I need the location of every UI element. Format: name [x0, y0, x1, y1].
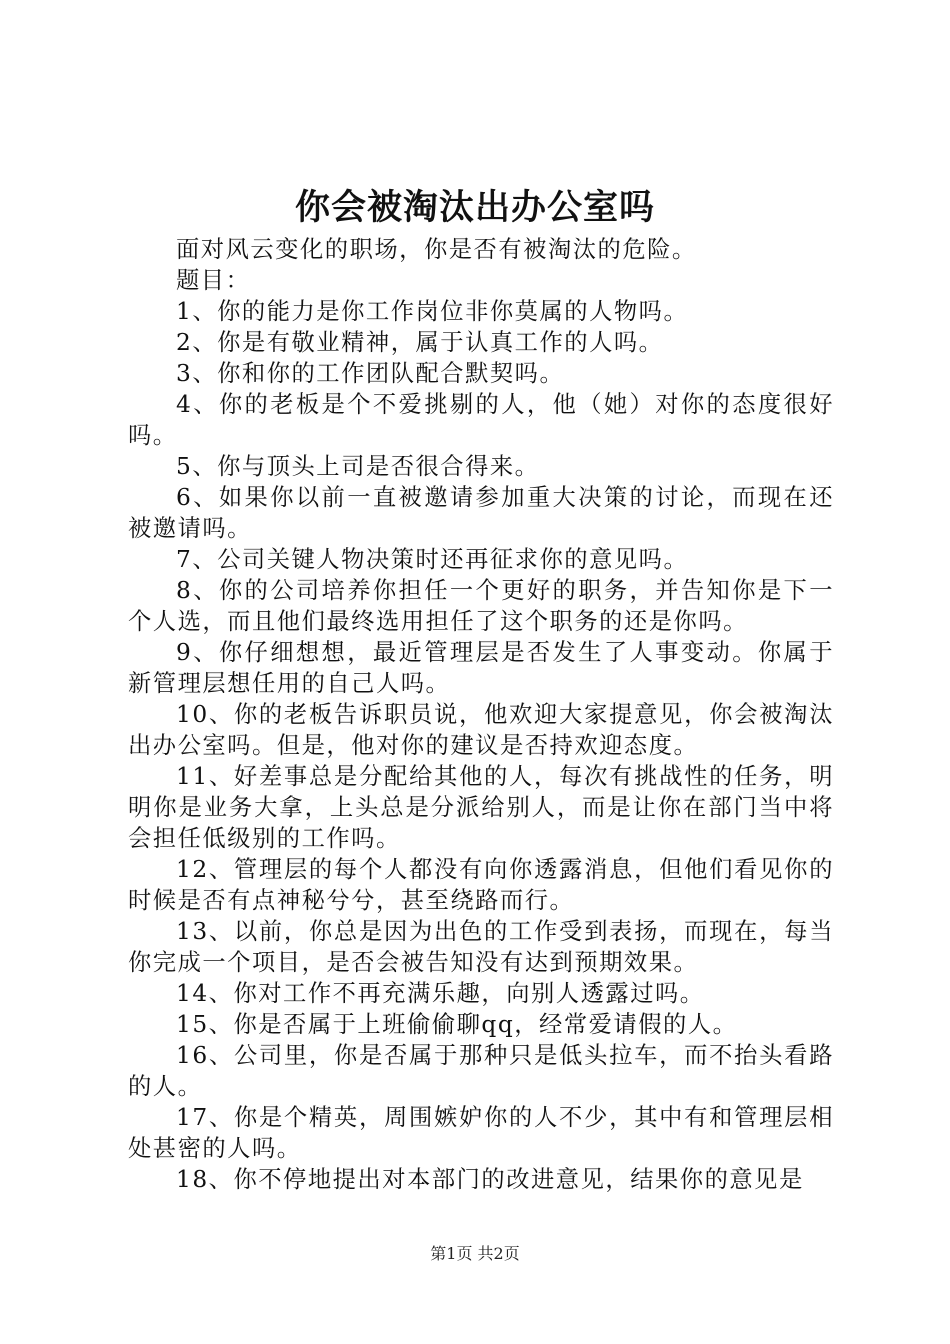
document-body [128, 234, 834, 1195]
question-4: 4、你的老板是个不爱挑剔的人，他（她）对你的态度很好吗。 [128, 391, 834, 449]
paragraph-questions-heading: 题目： [176, 267, 251, 294]
question-7: 7、公司关键人物决策时还再征求你的意见吗。 [176, 546, 689, 573]
question-13: 13、以前，你总是因为出色的工作受到表扬，而现在，每当你完成一个项目，是否会被告知没有达到预期效果。 [128, 918, 834, 976]
question-11: 11、好差事总是分配给其他的人，每次有挑战性的任务，明明你是业务大拿，上头总是分派给别人，而是让你在部门当中将会担任低级别的工作吗。 [128, 763, 834, 852]
question-14: 14、你对工作不再充满乐趣，向别人透露过吗。 [176, 980, 705, 1007]
question-10: 10、你的老板告诉职员说，他欢迎大家提意见，你会被淘汰出办公室吗。但是，他对你的建议是否持欢迎态度。 [128, 701, 834, 759]
paragraph-intro: 面对风云变化的职场，你是否有被淘汰的危险。 [176, 236, 697, 263]
question-5: 5、你与顶头上司是否很合得来。 [176, 453, 540, 480]
question-12: 12、管理层的每个人都没有向你透露消息，但他们看见你的时候是否有点神秘兮兮，甚至绕路而行。 [128, 856, 834, 914]
page-number-footer: 第1页 共2页 [430, 1244, 520, 1263]
question-18: 18、你不停地提出对本部门的改进意见，结果你的意见是 [176, 1166, 804, 1193]
question-6: 6、如果你以前一直被邀请参加重大决策的讨论，而现在还被邀请吗。 [128, 484, 834, 542]
question-8: 8、你的公司培养你担任一个更好的职务，并告知你是下一个人选，而且他们最终选用担任了这个职务的还是你吗。 [128, 577, 834, 635]
question-17: 17、你是个精英，周围嫉妒你的人不少，其中有和管理层相处甚密的人吗。 [128, 1104, 834, 1162]
question-16: 16、公司里，你是否属于那种只是低头拉车，而不抬头看路的人。 [128, 1042, 834, 1100]
question-2: 2、你是有敬业精神，属于认真工作的人吗。 [176, 329, 664, 356]
page-title: 你会被淘汰出办公室吗 [294, 187, 655, 228]
question-1: 1、你的能力是你工作岗位非你莫属的人物吗。 [176, 298, 689, 325]
question-3: 3、你和你的工作团队配合默契吗。 [176, 360, 565, 387]
question-15: 15、你是否属于上班偷偷聊qq，经常爱请假的人。 [176, 1011, 738, 1038]
question-9: 9、你仔细想想，最近管理层是否发生了人事变动。你属于新管理层想任用的自己人吗。 [128, 639, 834, 697]
